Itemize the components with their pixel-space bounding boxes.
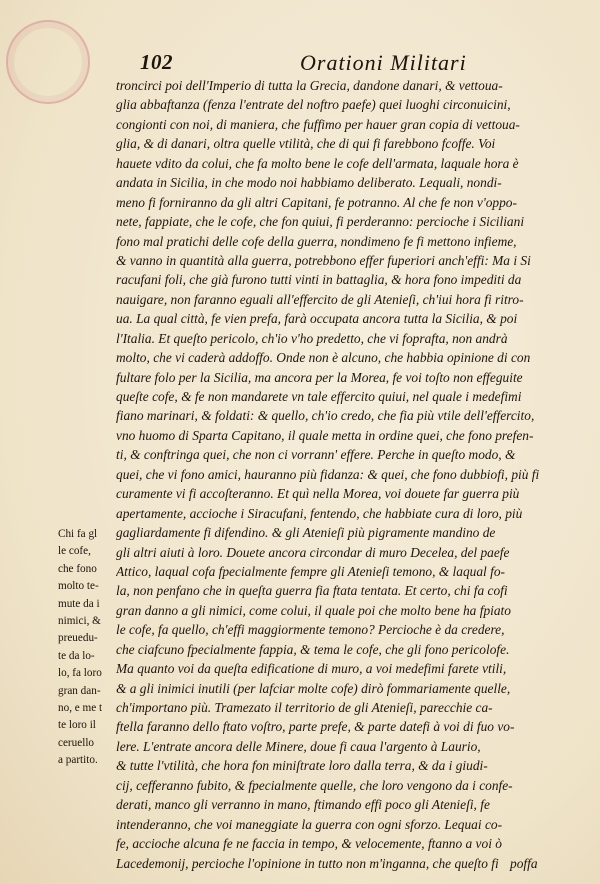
main-text <box>116 76 564 873</box>
text-line: queſte cofe, & fe non mandarete vn tale effercito quiui, nel quale i medefimi <box>116 389 522 404</box>
text-line: la, non penfano che in queſta guerra fia ftata tentata. Et certo, chi fa cofi <box>116 583 508 599</box>
text-line: fultare folo per la Sicilia, ma ancora per la Morea, fe voi toſto non effeguite <box>116 369 523 385</box>
text-line: cij, cefferanno fubito, & fpecialmente quelle, che loro vengono da i confe- <box>116 777 513 793</box>
margin-note-line: lo, fa loro <box>58 667 102 680</box>
text-line: Attico, laqual cofa fpecialmente fempre gli Atenieſi temono, & laqual fo- <box>116 563 505 579</box>
text-line: quei, che vi fono amici, hauranno più fidanza: & quei, che fono dubbiofi, più fi <box>116 466 540 482</box>
text-line: glia, & di danari, oltra quelle vtilità, che di qui fi farebbono fcoffe. Voi <box>116 136 496 152</box>
text-line: molto, che vi caderà addoffo. Onde non è alcuno, che habbia opinione di con <box>116 350 531 366</box>
text-line: fono mal pratichi delle cofe della guerra, nondimeno fe fi mettono infieme, <box>116 233 517 249</box>
margin-note-line: le cofe, <box>58 545 91 558</box>
text-line: curamente vi fi accoſteranno. Et quì nella Morea, voi douete far guerra più <box>116 486 520 502</box>
text-line: gagliardamente fi difendino. & gli Atenieſi più pigramente mandino de <box>116 525 496 541</box>
text-line: glia abbaftanza (fenza l'entrate del noftro paefe) quei luoghi circonuicini, <box>116 97 511 113</box>
text-line: intenderanno, che voi maneggiate la guerra con ogni sforzo. Lequai co- <box>116 816 503 832</box>
running-title: Orationi Militari <box>300 50 467 75</box>
margin-note-line: Chi fa gl <box>58 528 98 540</box>
text-line: derati, manco gli verranno in mano, ftimando effi poco gli Atenieſi, fe <box>116 797 490 813</box>
text-line: congionti con noi, di maniera, che fuffimo per hauer gran copia di vettoua- <box>116 116 520 132</box>
margin-note-line: te loro il <box>58 719 96 732</box>
text-line: apertamente, accioche i Siracufani, fentendo, che habbiate cura di loro, più <box>116 505 523 521</box>
margin-note-line: molto te- <box>58 580 99 593</box>
page-number: 102 <box>140 50 173 74</box>
margin-note-line: nimici, & <box>58 614 101 627</box>
text-line: fe, accioche alcuna fe ne faccia in tempo, & velocemente, ftanno a voi ò <box>116 836 502 852</box>
text-line: gli altri aiuti à loro. Douete ancora circondar di muro Decelea, del paefe <box>116 544 510 560</box>
text-line: nauigare, non faranno eguali all'effercito de gli Atenieſi, ch'iui hora fi ritro- <box>116 291 524 307</box>
text-line: andata in Sicilia, in che modo noi habbiamo deliberato. Lequali, nondi- <box>116 175 502 191</box>
text-line: Lacedemonij, percioche l'opinione in tutto non m'inganna, che queſto fi <box>116 855 499 871</box>
text-line: nete, fappiate, che le cofe, che fon quiui, fi perderanno: percioche i Siciliani <box>116 214 525 230</box>
margin-note-line: gran dan- <box>58 684 101 697</box>
text-line: ua. La qual città, fe vien prefa, farà occupata ancora tutta la Sicilia, & poi <box>116 311 518 327</box>
margin-note-line: a partito. <box>58 754 98 767</box>
margin-note-line: ceruello <box>58 736 95 749</box>
margin-note-line: mute da i <box>58 597 100 610</box>
text-line: gran danno a gli nimici, come colui, il quale poi che molto bene ha fpiato <box>116 602 511 618</box>
text-line: che ciafcuno fpecialmente fappia, & tema le cofe, che gli fono pericolofe. <box>116 641 510 657</box>
text-line: ch'importano più. Tramezato il territorio de gli Atenieſi, parecchie ca- <box>116 700 493 715</box>
text-line: fiano marinari, & foldati: & quello, ch'io credo, che fia più vtile dell'effercito, <box>116 408 535 424</box>
text-line: & vanno in quantità alla guerra, potrebbono effer fuperiori anch'effi: Ma i Si <box>116 252 531 268</box>
text-line: meno fi forniranno da gli altri Capitani, fe potranno. Al che fe non v'oppo- <box>116 194 517 210</box>
text-line: ftella faranno dello ftato voſtro, parte prefe, & parte datefi à voi di fuo vo- <box>116 719 515 735</box>
text-line: Ma quanto voi da queſta edificatione di muro, a voi medefimi farete vtili, <box>116 661 507 677</box>
margin-note-line: preuedu- <box>58 632 98 645</box>
library-stamp <box>6 20 90 104</box>
page-header <box>140 50 580 78</box>
text-line: racufani foli, che già furono tutti vinti in battaglia, & hora fono impediti da <box>116 272 522 288</box>
margin-note-line: te da lo- <box>58 649 95 662</box>
margin-note-line: che fono <box>58 562 97 575</box>
marginal-note <box>58 526 116 769</box>
catchword: poffa <box>510 856 538 871</box>
text-line: l'Italia. Et queſto pericolo, ch'io v'ho predetto, che vi foprafta, non andrà <box>116 330 508 346</box>
text-line: vno huomo di Sparta Capitano, il quale metta in ordine quei, che fono prefen- <box>116 427 534 443</box>
text-line: hauete vdito da colui, che fa molto bene le cofe dell'armata, laquale hora è <box>116 155 519 171</box>
text-line: & tutte l'vtilità, che hora fon miniſtrate loro dalla terra, & da i giudi- <box>116 758 488 774</box>
text-line: ti, & conftringa quei, che non ci vorrann' effere. Perche in queſto modo, & <box>116 447 516 463</box>
text-line: lere. L'entrate ancora delle Minere, doue fi caua l'argento à Laurio, <box>116 738 481 754</box>
margin-note-line: no, e me t <box>58 701 103 714</box>
text-line: le cofe, fa quello, ch'effi maggiormente temono? Percioche è da credere, <box>116 622 505 638</box>
text-line: troncirci poi dell'Imperio di tutta la Grecia, dandone danari, & vettoua- <box>116 78 503 93</box>
text-line: & a gli inimici inutili (per lafciar molte cofe) dirò fommariamente quelle, <box>116 680 511 696</box>
